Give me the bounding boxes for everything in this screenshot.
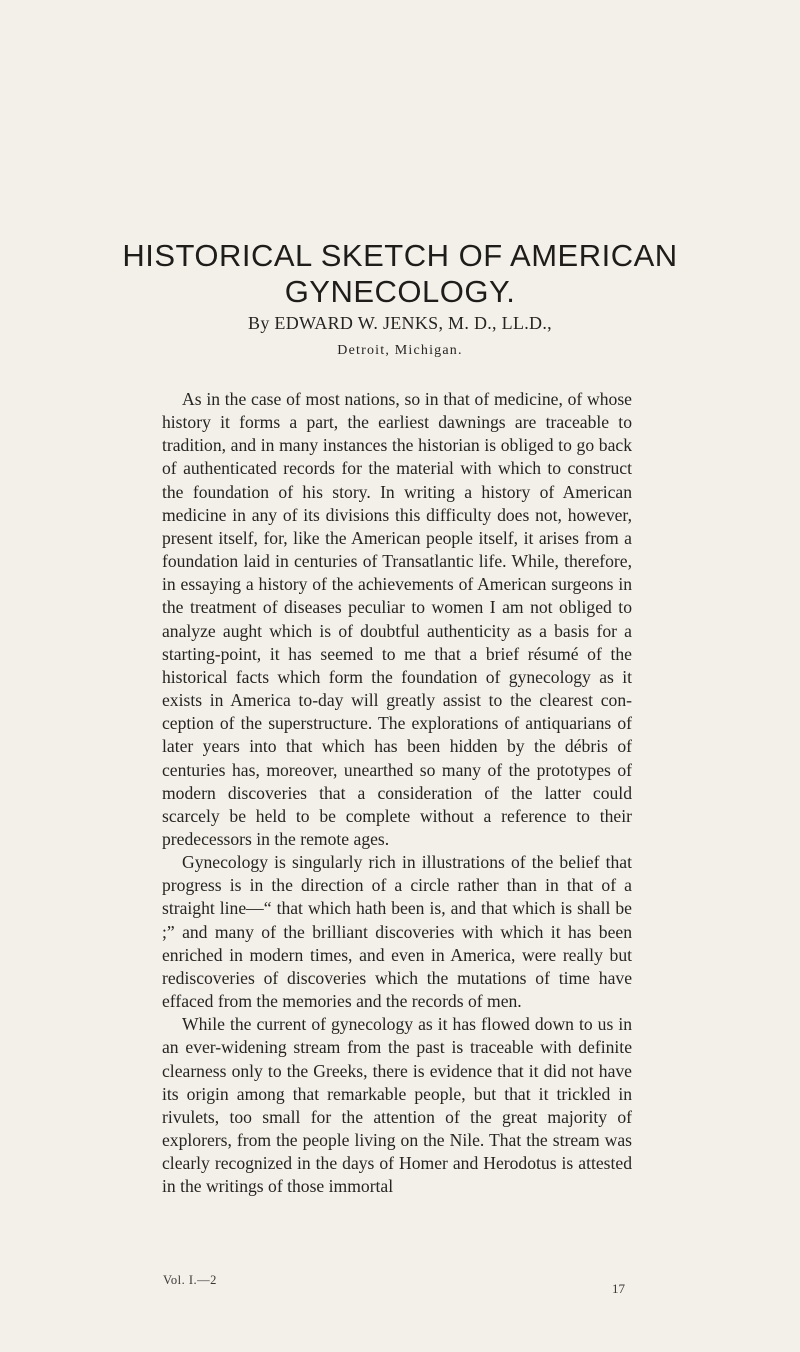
page-number: 17 <box>612 1281 625 1296</box>
paragraph: As in the case of most nations, so in that of medicine, of whose history it forms a part, the earliest dawnings are traceable to tradition, and in many instances the historian is obliged to go back of authenticated records for the material with which to construct the foundation of his story. In writing a history of American medicine in any of its divisions this difficulty does not, however, present itself, for, like the American people itself, it arises from a foundation laid in centuries of Transatlantic life. While, therefore, in essaying a history of the achievements of American surgeons in the treatment of diseases peculiar to women I am not obliged to analyze aught which is of doubtful authenticity as a basis for a starting-point, it has seemed to me that a brief résumé of the historical facts which form the foundation of gynecology as it exists in America to-day will greatly assist to the clearest conception of the superstructure. The explorations of antiquarians of later years into that which has been hidden by the débris of centuries has, moreover, unearthed so many of the prototypes of modern discoveries that a consideration of the latter could scarcely be held to be complete without a reference to their predecessors in the remote ages. <box>162 389 632 849</box>
paragraph: While the current of gynecology as it has flowed down to us in an ever-widening stream from the past is traceable with definite clearness only to the Greeks, there is evidence that it did not have its origin among that remarkable people, but that it trickled in rivulets, too small for the attention of the great majority of explorers, from the people living on the Nile. That the stream was clearly recognized in the days of Homer and Herodotus is attested in the writings of those immortal <box>162 1014 632 1197</box>
paragraph: Gynecology is singularly rich in illustrations of the belief that progress is in the direction of a circle rather than in that of a straight line—“ that which hath been is, and that which is shall be ;” and many of the brilliant discoveries with which it has been enriched in modern times, and even in America, were really but rediscoveries of discoveries which the mutations of time have effaced from the memories and the records of men. <box>162 852 632 1012</box>
volume-signature: Vol. I.—2 <box>163 1273 217 1287</box>
article-title-line-1: HISTORICAL SKETCH OF AMERICAN <box>122 238 678 273</box>
author-byline: By EDWARD W. JENKS, M. D., LL.D., <box>248 313 552 333</box>
author-location: Detroit, Michigan. <box>337 343 463 358</box>
article-body <box>162 388 632 1198</box>
article-title-line-2: GYNECOLOGY. <box>284 274 516 309</box>
